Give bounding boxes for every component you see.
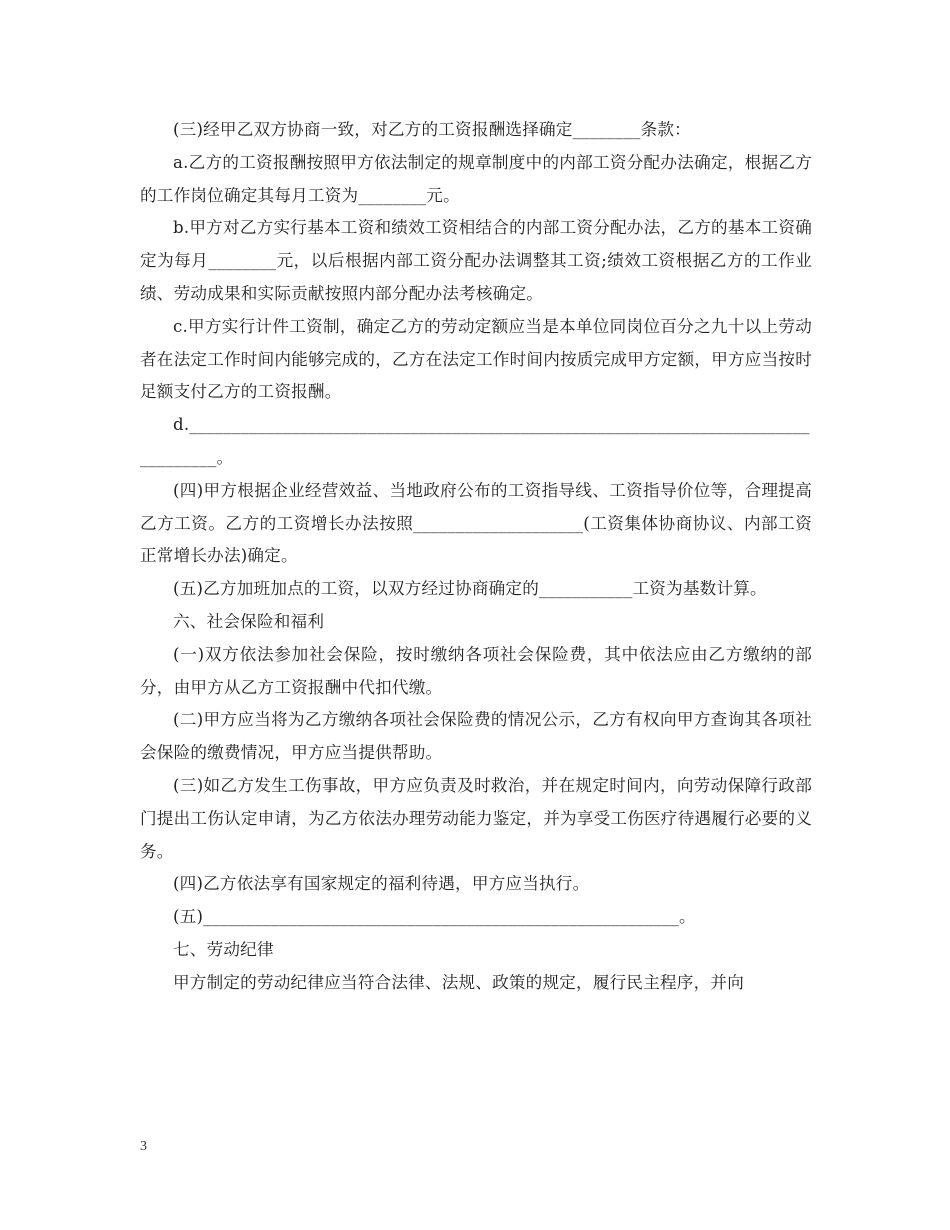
section-heading-labor-discipline: 七、劳动纪律 — [173, 939, 274, 959]
paragraph-wage-increase: (四)甲方根据企业经营效益、当地政府公布的工资指导线、工资指导价位等，合理提高乙方工资。乙方的工资增长办法按照____________________(工资集体协商协议、内部工资正常增长办法)确定。 — [140, 480, 812, 566]
paragraph-wage-option-clause: (三)经甲乙双方协商一致，对乙方的工资报酬选择确定________条款： — [173, 120, 691, 139]
paragraph-option-b: b.甲方对乙方实行基本工资和绩效工资相结合的内部工资分配办法，乙方的基本工资确定为每月________元，以后根据内部工资分配办法调整其工资;绩效工资根据乙方的工作业绩、劳动成果和实际贡献按照内部分配办法考核确定。 — [140, 218, 812, 303]
paragraph-insurance-4: (四)乙方依法享有国家规定的福利待遇，甲方应当执行。 — [173, 874, 590, 894]
paragraph-labor-discipline: 甲方制定的劳动纪律应当符合法律、法规、政策的规定，履行民主程序，并向 — [173, 972, 744, 992]
paragraph-insurance-2: (二)甲方应当将为乙方缴纳各项社会保险费的情况公示，乙方有权向甲方查询其各项社会保险的缴费情况，甲方应当提供帮助。 — [140, 710, 812, 763]
paragraph-insurance-5: (五)________________________________________________________。 — [173, 907, 696, 927]
section-heading-social-insurance: 六、社会保险和福利 — [173, 611, 325, 631]
paragraph-option-a: a.乙方的工资报酬按照甲方依法制定的规章制度中的内部工资分配办法确定，根据乙方的工作岗位确定其每月工资为________元。 — [140, 152, 812, 205]
page-number: 3 — [140, 1139, 147, 1154]
paragraph-insurance-3: (三)如乙方发生工伤事故，甲方应负责及时救治，并在规定时间内，向劳动保障行政部门提出工伤认定申请，为乙方依法办理劳动能力鉴定，并为享受工伤医疗待遇履行必要的义务。 — [140, 775, 812, 861]
paragraph-option-d: d.__________________________________________________________________________________。 — [140, 415, 810, 467]
paragraph-option-c: c.甲方实行计件工资制，确定乙方的劳动定额应当是本单位同岗位百分之九十以上劳动者在法定工作时间内能够完成的，乙方在法定工作时间内按质完成甲方定额，甲方应当按时足额支付乙方的工资报酬。 — [140, 316, 812, 402]
paragraph-overtime-wage: (五)乙方加班加点的工资，以双方经过协商确定的___________工资为基数计算。 — [173, 579, 767, 599]
document-body — [140, 114, 812, 1000]
paragraph-insurance-1: (一)双方依法参加社会保险，按时缴纳各项社会保险费，其中依法应由乙方缴纳的部分，由甲方从乙方工资报酬中代扣代缴。 — [140, 644, 812, 697]
